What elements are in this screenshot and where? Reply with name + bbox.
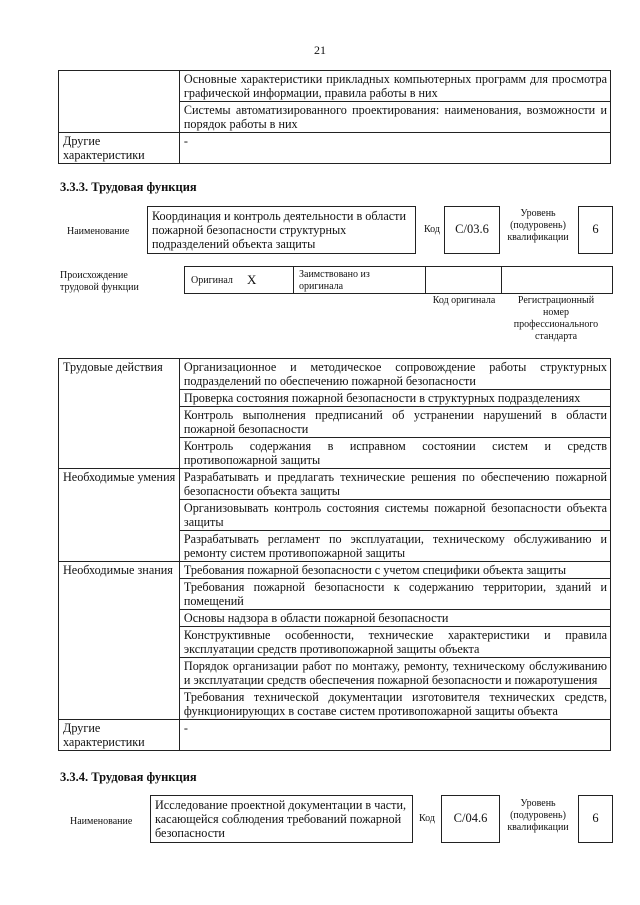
top-table [58,70,611,164]
name-label-2: Наименование [70,816,133,827]
borrowed-label: Заимствовано из оригинала [299,269,370,292]
code-value-2: C/04.6 [453,811,488,825]
section-title-3-3-4: 3.3.4. Трудовая функция [60,770,197,784]
level-label-2: Уровень (подуровень) квалификации [507,798,569,833]
table-row [59,133,611,164]
origin-borrowed-cell [293,266,426,294]
row-item: Системы автоматизированного проектирования: наименования, возможности и порядок работы в них [179,102,610,133]
row-label: Необходимые умения [59,469,180,562]
table-row [59,720,611,751]
function-name-box [147,206,416,254]
row-label: Трудовые действия [59,359,180,469]
function-name-2: Исследование проектной документации в части, касающейся соблюдения требований пожарной безопасности [155,798,407,840]
row-item: Проверка состояния пожарной безопасности в структурных подразделениях [179,390,610,407]
function-name-box-2 [150,795,413,843]
code-label: Код [424,224,440,235]
row-label [59,71,180,133]
origin-reg-cell [501,266,613,294]
code-label-2: Код [419,813,435,824]
row-item: Требования пожарной безопасности к содержанию территории, зданий и помещений [179,579,610,610]
code-box-2 [441,795,500,843]
origin-label: Происхождение трудовой функции [60,270,139,293]
table-row [59,562,611,579]
row-item: Основные характеристики прикладных компьютерных программ для просмотра графической информации, правила работы в них [179,71,610,102]
row-label: Другие характеристики [59,720,180,751]
row-item: Контроль выполнения предписаний об устранении нарушений в области пожарной безопасности [179,407,610,438]
original-mark: X [247,272,257,287]
name-label: Наименование [67,226,130,237]
row-item: Разрабатывать и предлагать технические решения по обеспечению пожарной безопасности объекта защиты [179,469,610,500]
row-label: Другие характеристики [59,133,180,164]
code-box [444,206,500,254]
labor-function-table [58,358,611,751]
origin-original-cell [184,266,294,294]
table-row [59,359,611,390]
page-number: 21 [314,43,326,57]
original-label: Оригинал [191,275,233,286]
level-box-2 [578,795,613,843]
code-original-label: Код оригинала [432,295,496,306]
row-label: Необходимые знания [59,562,180,720]
row-item: Порядок организации работ по монтажу, ремонту, техническому обслуживанию и эксплуатации средств обеспечения пожарной безопасности и пожаротушения [179,658,610,689]
level-box [578,206,613,254]
row-item: Конструктивные особенности, технические характеристики и правила эксплуатации средств противопожарной защиты объекта [179,627,610,658]
origin-code-cell [425,266,502,294]
level-value-2: 6 [592,811,599,825]
row-item: Основы надзора в области пожарной безопасности [179,610,610,627]
row-item: Требования технической документации изготовителя технических средств, функционирующих в составе систем противопожарной защиты объекта [179,689,610,720]
section-title-3-3-3: 3.3.3. Трудовая функция [60,180,197,194]
level-label: Уровень (подуровень) квалификации [507,208,569,243]
function-name: Координация и контроль деятельности в области пожарной безопасности структурных подразделений объекта защиты [152,209,407,251]
row-item: Требования пожарной безопасности с учетом специфики объекта защиты [179,562,610,579]
row-item: Контроль содержания в исправном состоянии систем и средств противопожарной защиты [179,438,610,469]
row-item: Организационное и методическое сопровождение работы структурных подразделений по обеспечению пожарной безопасности [179,359,610,390]
code-value: C/03.6 [455,222,489,236]
table-row [59,71,611,102]
level-value: 6 [592,222,599,236]
registration-number-label: Регистрационный номер профессионального стандарта [513,295,599,342]
row-item: - [179,133,610,164]
row-item: Разрабатывать регламент по эксплуатации, техническому обслуживанию и ремонту систем противопожарной защиты [179,531,610,562]
table-row [59,469,611,500]
row-item: Организовывать контроль состояния системы пожарной безопасности объекта защиты [179,500,610,531]
row-item: - [179,720,610,751]
